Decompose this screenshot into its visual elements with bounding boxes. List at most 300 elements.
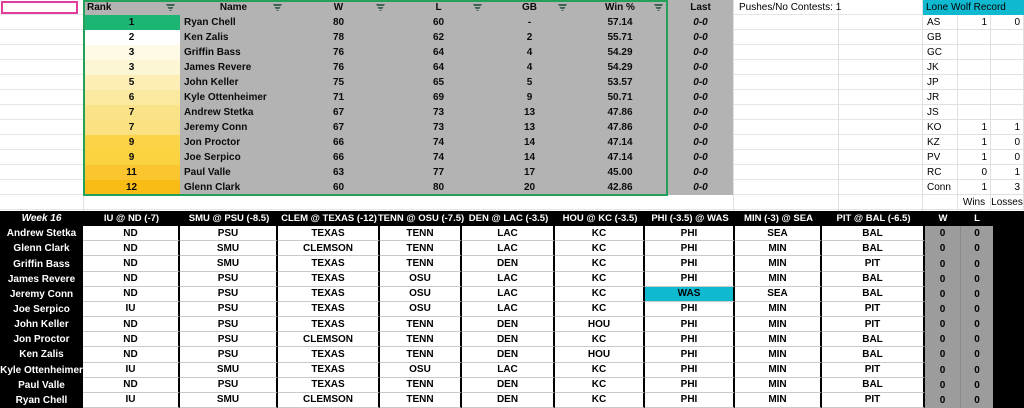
losses-cell[interactable]: 64 bbox=[432, 62, 445, 73]
pick-cell[interactable]: IU bbox=[83, 363, 180, 378]
pick-cell[interactable]: CLEMSON bbox=[278, 241, 380, 256]
lone-wolf-wins-cell[interactable]: 1 bbox=[958, 180, 991, 195]
pick-cell[interactable]: PHI bbox=[645, 241, 735, 256]
wins-cell[interactable]: 71 bbox=[332, 92, 345, 103]
week-losses-cell[interactable]: 0 bbox=[961, 347, 993, 362]
pick-cell[interactable]: MIN bbox=[735, 317, 822, 332]
pick-cell[interactable]: MIN bbox=[735, 272, 822, 287]
name-cell[interactable]: Andrew Stetka bbox=[184, 107, 254, 118]
pick-cell[interactable]: HOU bbox=[555, 347, 645, 362]
pick-cell[interactable]: PHI bbox=[645, 393, 735, 408]
lone-wolf-wins-cell[interactable] bbox=[958, 30, 991, 45]
lone-wolf-wins-cell[interactable] bbox=[958, 105, 991, 120]
game-header[interactable]: MIN (-3) @ SEA bbox=[744, 213, 813, 225]
winpct-cell[interactable]: 55.71 bbox=[607, 32, 633, 43]
pick-cell[interactable]: LAC bbox=[462, 226, 555, 241]
last-cell[interactable]: 0-0 bbox=[693, 77, 708, 88]
pick-cell[interactable]: TEXAS bbox=[278, 347, 380, 362]
pick-cell[interactable]: SMU bbox=[180, 256, 278, 271]
lone-wolf-initials-cell[interactable]: JK bbox=[923, 60, 958, 75]
losses-cell[interactable]: 73 bbox=[432, 107, 445, 118]
winpct-cell[interactable]: 47.86 bbox=[607, 122, 633, 133]
last-cell[interactable]: 0-0 bbox=[693, 62, 708, 73]
week-wins-cell[interactable]: 0 bbox=[925, 241, 961, 256]
pick-cell[interactable]: ND bbox=[83, 378, 180, 393]
pick-cell[interactable]: SEA bbox=[735, 287, 822, 302]
pick-cell[interactable]: DEN bbox=[462, 332, 555, 347]
week-losses-cell[interactable]: 0 bbox=[961, 317, 993, 332]
filler-cell bbox=[993, 363, 1024, 378]
picks-wl-header[interactable]: L bbox=[974, 213, 980, 225]
pick-cell[interactable]: KC bbox=[555, 332, 645, 347]
picker-name-cell[interactable]: Kyle Ottenheimer bbox=[0, 364, 83, 376]
pick-cell[interactable]: SEA bbox=[735, 226, 822, 241]
pick-cell[interactable]: TENN bbox=[380, 378, 462, 393]
pick-cell[interactable]: KC bbox=[555, 287, 645, 302]
filler-cell bbox=[993, 317, 1024, 332]
pick-cell[interactable]: KC bbox=[555, 272, 645, 287]
lone-wolf-losses-cell[interactable] bbox=[991, 45, 1024, 60]
standings-header-last[interactable] bbox=[668, 0, 733, 15]
rank-cell[interactable]: 7 bbox=[83, 120, 180, 135]
picks-wl-header[interactable]: W bbox=[938, 213, 948, 225]
game-header[interactable]: PHI (-3.5) @ WAS bbox=[651, 213, 729, 225]
week-wins-cell[interactable]: 0 bbox=[925, 287, 961, 302]
last-cell[interactable]: 0-0 bbox=[693, 32, 708, 43]
pick-cell[interactable]: PHI bbox=[645, 256, 735, 271]
pick-cell[interactable]: TEXAS bbox=[278, 272, 380, 287]
picker-name-cell[interactable]: Ken Zalis bbox=[19, 349, 64, 361]
rank-cell[interactable]: 9 bbox=[83, 135, 180, 150]
pick-cell[interactable]: TENN bbox=[380, 393, 462, 408]
week-losses-cell[interactable]: 0 bbox=[961, 363, 993, 378]
week-losses-cell[interactable]: 0 bbox=[961, 393, 993, 408]
pick-cell[interactable]: BAL bbox=[822, 332, 925, 347]
gb-cell[interactable]: 20 bbox=[523, 182, 536, 193]
pick-cell[interactable]: PIT bbox=[822, 317, 925, 332]
last-cell[interactable]: 0-0 bbox=[693, 107, 708, 118]
lone-wolf-initials-cell[interactable]: JR bbox=[923, 90, 958, 105]
lone-wolf-initials-cell[interactable]: RC bbox=[923, 165, 958, 180]
pick-cell[interactable]: MIN bbox=[735, 393, 822, 408]
standings-header-name[interactable] bbox=[180, 0, 287, 15]
pick-cell[interactable]: OSU bbox=[380, 363, 462, 378]
picker-name-cell[interactable]: Jeremy Conn bbox=[9, 288, 74, 300]
pick-cell[interactable]: PHI bbox=[645, 302, 735, 317]
pick-cell[interactable]: DEN bbox=[462, 347, 555, 362]
pick-cell[interactable]: DEN bbox=[462, 317, 555, 332]
filler-cell bbox=[993, 332, 1024, 347]
game-header[interactable]: TENN @ OSU (-7.5) bbox=[377, 213, 465, 225]
pick-cell[interactable]: ND bbox=[83, 272, 180, 287]
filter-icon[interactable] bbox=[166, 4, 175, 11]
name-cell[interactable]: Kyle Ottenheimer bbox=[184, 92, 267, 103]
wins-cell[interactable]: 80 bbox=[332, 17, 345, 28]
week-wins-cell[interactable]: 0 bbox=[925, 256, 961, 271]
pick-cell[interactable]: TEXAS bbox=[278, 378, 380, 393]
name-cell[interactable]: Paul Valle bbox=[184, 167, 231, 178]
week-wins-cell[interactable]: 0 bbox=[925, 272, 961, 287]
gb-cell[interactable]: 14 bbox=[523, 137, 536, 148]
picker-name-cell[interactable]: Andrew Stetka bbox=[6, 228, 77, 240]
pick-cell[interactable]: DEN bbox=[462, 378, 555, 393]
winpct-cell[interactable]: 47.86 bbox=[607, 107, 633, 118]
lone-wolf-wins-cell[interactable]: 0 bbox=[958, 165, 991, 180]
week-losses-cell[interactable]: 0 bbox=[961, 272, 993, 287]
lone-wolf-initials-cell[interactable]: KZ bbox=[923, 135, 958, 150]
lone-wolf-losses-cell[interactable] bbox=[991, 105, 1024, 120]
wins-cell[interactable]: 66 bbox=[332, 152, 345, 163]
rank-cell[interactable]: 5 bbox=[83, 75, 180, 90]
pick-cell[interactable]: MIN bbox=[735, 332, 822, 347]
wins-cell[interactable]: 75 bbox=[332, 77, 345, 88]
pick-cell[interactable]: MIN bbox=[735, 363, 822, 378]
pick-cell[interactable]: IU bbox=[83, 393, 180, 408]
pick-cell[interactable]: TEXAS bbox=[278, 287, 380, 302]
pick-cell[interactable]: DEN bbox=[462, 393, 555, 408]
week-wins-cell[interactable]: 0 bbox=[925, 393, 961, 408]
filter-icon[interactable] bbox=[273, 4, 282, 11]
pick-cell[interactable]: TENN bbox=[380, 256, 462, 271]
lone-wolf-wins-cell[interactable] bbox=[958, 90, 991, 105]
pick-cell[interactable]: CLEMSON bbox=[278, 393, 380, 408]
lone-wolf-losses-cell[interactable] bbox=[991, 60, 1024, 75]
standings-header-winpct-label: Win % bbox=[605, 2, 635, 13]
pick-cell[interactable]: KC bbox=[555, 363, 645, 378]
rank-cell[interactable]: 12 bbox=[83, 180, 180, 195]
lone-wolf-wins-cell[interactable]: 1 bbox=[958, 135, 991, 150]
pick-cell[interactable]: BAL bbox=[822, 287, 925, 302]
name-cell[interactable]: John Keller bbox=[184, 77, 239, 88]
last-cell[interactable]: 0-0 bbox=[693, 137, 708, 148]
week-wins-cell[interactable]: 0 bbox=[925, 332, 961, 347]
winpct-cell[interactable]: 47.14 bbox=[607, 152, 633, 163]
wins-cell[interactable]: 76 bbox=[332, 62, 345, 73]
wins-cell[interactable]: 60 bbox=[332, 182, 345, 193]
wins-cell[interactable]: 67 bbox=[332, 107, 345, 118]
pick-cell[interactable]: TENN bbox=[380, 317, 462, 332]
lone-wolf-wins-cell[interactable] bbox=[958, 75, 991, 90]
pick-cell[interactable]: PHI bbox=[645, 363, 735, 378]
last-cell[interactable]: 0-0 bbox=[693, 47, 708, 58]
losses-cell[interactable]: 74 bbox=[432, 137, 445, 148]
standings-header-gb[interactable] bbox=[487, 0, 572, 15]
gb-cell[interactable]: 13 bbox=[523, 122, 536, 133]
week-losses-cell[interactable]: 0 bbox=[961, 302, 993, 317]
pick-cell[interactable]: ND bbox=[83, 317, 180, 332]
pick-cell[interactable]: ND bbox=[83, 256, 180, 271]
lone-wolf-initials-cell[interactable]: Conn bbox=[923, 180, 958, 195]
pick-cell[interactable]: KC bbox=[555, 256, 645, 271]
pick-cell[interactable]: BAL bbox=[822, 347, 925, 362]
pick-cell[interactable]: BAL bbox=[822, 272, 925, 287]
gb-cell[interactable]: 2 bbox=[526, 32, 533, 43]
pick-cell[interactable]: TENN bbox=[380, 226, 462, 241]
lone-wolf-wins-cell[interactable]: 1 bbox=[958, 150, 991, 165]
rank-cell[interactable]: 2 bbox=[83, 30, 180, 45]
gb-cell[interactable]: 5 bbox=[526, 77, 533, 88]
name-cell[interactable]: Jeremy Conn bbox=[184, 122, 248, 133]
week-losses-cell[interactable]: 0 bbox=[961, 378, 993, 393]
lone-wolf-losses-cell[interactable] bbox=[991, 90, 1024, 105]
pick-cell[interactable]: PSU bbox=[180, 378, 278, 393]
pick-cell[interactable]: PSU bbox=[180, 317, 278, 332]
pick-cell[interactable]: PSU bbox=[180, 347, 278, 362]
lone-wolf-wins-cell[interactable]: 1 bbox=[958, 15, 991, 30]
lone-wolf-initials-cell[interactable]: PV bbox=[923, 150, 958, 165]
rank-cell[interactable]: 9 bbox=[83, 150, 180, 165]
pick-cell[interactable]: PIT bbox=[822, 393, 925, 408]
picker-name-cell[interactable]: Jon Proctor bbox=[13, 334, 70, 346]
pick-cell[interactable]: HOU bbox=[555, 317, 645, 332]
week-wins-cell[interactable]: 0 bbox=[925, 347, 961, 362]
pick-cell[interactable]: WAS bbox=[645, 287, 735, 302]
last-cell[interactable]: 0-0 bbox=[693, 17, 708, 28]
pick-cell[interactable]: PIT bbox=[822, 363, 925, 378]
winpct-cell[interactable]: 54.29 bbox=[607, 47, 633, 58]
lone-wolf-initials-cell[interactable]: JS bbox=[923, 105, 958, 120]
standings-header-l[interactable] bbox=[390, 0, 487, 15]
lone-wolf-initials-cell[interactable]: AS bbox=[923, 15, 958, 30]
pick-cell[interactable]: ND bbox=[83, 287, 180, 302]
pick-cell[interactable]: TENN bbox=[380, 241, 462, 256]
gb-cell[interactable]: 17 bbox=[523, 167, 536, 178]
rank-cell[interactable]: 11 bbox=[83, 165, 180, 180]
filter-icon[interactable] bbox=[376, 4, 385, 11]
losses-cell[interactable]: 77 bbox=[432, 167, 445, 178]
standings-header-winpct[interactable] bbox=[572, 0, 668, 15]
gb-cell[interactable]: 13 bbox=[523, 107, 536, 118]
lone-wolf-wins-cell[interactable] bbox=[958, 60, 991, 75]
losses-cell[interactable]: 80 bbox=[432, 182, 445, 193]
last-cell[interactable]: 0-0 bbox=[693, 152, 708, 163]
last-cell[interactable]: 0-0 bbox=[693, 167, 708, 178]
lone-wolf-initials-cell[interactable]: KO bbox=[923, 120, 958, 135]
picker-name-cell[interactable]: James Revere bbox=[7, 273, 76, 285]
standings-header-w-label: W bbox=[333, 2, 344, 13]
game-header[interactable]: DEN @ LAC (-3.5) bbox=[468, 213, 549, 225]
name-cell[interactable]: Glenn Clark bbox=[184, 182, 241, 193]
losses-cell[interactable]: 74 bbox=[432, 152, 445, 163]
pick-cell[interactable]: PSU bbox=[180, 332, 278, 347]
winpct-cell[interactable]: 42.86 bbox=[607, 182, 633, 193]
wins-cell[interactable]: 78 bbox=[332, 32, 345, 43]
pick-cell[interactable]: PHI bbox=[645, 317, 735, 332]
winpct-cell[interactable]: 47.14 bbox=[607, 137, 633, 148]
picker-name-cell[interactable]: Griffin Bass bbox=[13, 258, 70, 270]
rank-cell[interactable]: 1 bbox=[83, 15, 180, 30]
lone-wolf-losses-cell[interactable]: 1 bbox=[991, 120, 1024, 135]
pick-cell[interactable]: KC bbox=[555, 302, 645, 317]
name-cell[interactable]: Ken Zalis bbox=[184, 32, 229, 43]
collaborator-cell-outline bbox=[1, 1, 78, 14]
pick-cell[interactable]: PHI bbox=[645, 226, 735, 241]
name-cell[interactable]: James Revere bbox=[184, 62, 252, 73]
week-wins-cell[interactable]: 0 bbox=[925, 378, 961, 393]
name-cell[interactable]: Ryan Chell bbox=[184, 17, 236, 28]
lone-wolf-losses-cell[interactable]: 1 bbox=[991, 165, 1024, 180]
pick-cell[interactable]: TENN bbox=[380, 332, 462, 347]
picker-name-cell[interactable]: John Keller bbox=[14, 319, 69, 331]
pick-cell[interactable]: ND bbox=[83, 332, 180, 347]
pick-cell[interactable]: LAC bbox=[462, 287, 555, 302]
pick-cell[interactable]: IU bbox=[83, 302, 180, 317]
last-cell[interactable]: 0-0 bbox=[693, 92, 708, 103]
pick-cell[interactable]: TEXAS bbox=[278, 317, 380, 332]
filter-icon[interactable] bbox=[558, 4, 567, 11]
wins-cell[interactable]: 76 bbox=[332, 47, 345, 58]
picker-name-cell[interactable]: Paul Valle bbox=[18, 379, 65, 391]
week-losses-cell[interactable]: 0 bbox=[961, 287, 993, 302]
last-cell[interactable]: 0-0 bbox=[693, 182, 708, 193]
pick-cell[interactable]: LAC bbox=[462, 302, 555, 317]
game-header[interactable]: PIT @ BAL (-6.5) bbox=[836, 213, 911, 225]
rank-cell[interactable]: 6 bbox=[83, 90, 180, 105]
pick-cell[interactable]: OSU bbox=[380, 272, 462, 287]
winpct-cell[interactable]: 53.57 bbox=[607, 77, 633, 88]
lone-wolf-initials-cell[interactable]: JP bbox=[923, 75, 958, 90]
winpct-cell[interactable]: 57.14 bbox=[607, 17, 633, 28]
column-gridline bbox=[838, 0, 839, 211]
losses-cell[interactable]: 65 bbox=[432, 77, 445, 88]
pick-cell[interactable]: DEN bbox=[462, 256, 555, 271]
picker-name-cell[interactable]: Joe Serpico bbox=[13, 303, 70, 315]
picker-name-cell[interactable]: Glenn Clark bbox=[13, 243, 70, 255]
wins-cell[interactable]: 67 bbox=[332, 122, 345, 133]
week-wins-cell[interactable]: 0 bbox=[925, 317, 961, 332]
week-losses-cell[interactable]: 0 bbox=[961, 226, 993, 241]
pick-cell[interactable]: PSU bbox=[180, 302, 278, 317]
pick-cell[interactable]: MIN bbox=[735, 378, 822, 393]
pick-cell[interactable]: KC bbox=[555, 241, 645, 256]
wins-cell[interactable]: 63 bbox=[332, 167, 345, 178]
gb-cell[interactable]: 14 bbox=[523, 152, 536, 163]
lone-wolf-title-cell[interactable]: Lone Wolf Record bbox=[923, 0, 1024, 15]
losses-cell[interactable]: 64 bbox=[432, 47, 445, 58]
filter-icon[interactable] bbox=[654, 4, 663, 11]
lone-wolf-losses-cell[interactable] bbox=[991, 30, 1024, 45]
week-wins-cell[interactable]: 0 bbox=[925, 302, 961, 317]
winpct-cell[interactable]: 45.00 bbox=[607, 167, 633, 178]
pick-cell[interactable]: LAC bbox=[462, 272, 555, 287]
pick-cell[interactable]: PSU bbox=[180, 287, 278, 302]
filter-icon[interactable] bbox=[473, 4, 482, 11]
name-cell[interactable]: Joe Serpico bbox=[184, 152, 241, 163]
gb-cell[interactable]: - bbox=[527, 17, 532, 28]
losses-cell[interactable]: 60 bbox=[432, 17, 445, 28]
week-wins-cell[interactable]: 0 bbox=[925, 226, 961, 241]
lone-wolf-wins-cell[interactable] bbox=[958, 45, 991, 60]
losses-cell[interactable]: 69 bbox=[432, 92, 445, 103]
last-cell[interactable]: 0-0 bbox=[693, 122, 708, 133]
pick-cell[interactable]: SMU bbox=[180, 363, 278, 378]
pick-cell[interactable]: BAL bbox=[822, 226, 925, 241]
name-cell[interactable]: Griffin Bass bbox=[184, 47, 241, 58]
pick-cell[interactable]: PHI bbox=[645, 332, 735, 347]
pick-cell[interactable]: OSU bbox=[380, 287, 462, 302]
pick-cell[interactable]: MIN bbox=[735, 347, 822, 362]
lone-wolf-losses-cell[interactable]: 3 bbox=[991, 180, 1024, 195]
week-losses-cell[interactable]: 0 bbox=[961, 256, 993, 271]
pick-cell[interactable]: SMU bbox=[180, 241, 278, 256]
pushes-note-cell[interactable]: Pushes/No Contests: 1 bbox=[739, 2, 842, 13]
gb-cell[interactable]: 4 bbox=[526, 62, 533, 73]
pick-cell[interactable]: CLEMSON bbox=[278, 332, 380, 347]
picker-name-cell[interactable]: Ryan Chell bbox=[15, 394, 68, 406]
lone-wolf-losses-cell[interactable]: 0 bbox=[991, 135, 1024, 150]
lone-wolf-initials-cell[interactable]: GC bbox=[923, 45, 958, 60]
rank-cell[interactable]: 3 bbox=[83, 45, 180, 60]
pick-cell[interactable]: KC bbox=[555, 393, 645, 408]
pick-cell[interactable]: MIN bbox=[735, 241, 822, 256]
game-header[interactable]: SMU @ PSU (-8.5) bbox=[188, 213, 270, 225]
pick-cell[interactable]: PHI bbox=[645, 272, 735, 287]
pick-cell[interactable]: KC bbox=[555, 378, 645, 393]
week-losses-cell[interactable]: 0 bbox=[961, 332, 993, 347]
pick-cell[interactable]: LAC bbox=[462, 363, 555, 378]
pick-cell[interactable]: TEXAS bbox=[278, 302, 380, 317]
game-header[interactable]: CLEM @ TEXAS (-12) bbox=[281, 213, 377, 225]
name-cell[interactable]: Jon Proctor bbox=[184, 137, 241, 148]
losses-cell[interactable]: 73 bbox=[432, 122, 445, 133]
pick-cell[interactable]: PHI bbox=[645, 378, 735, 393]
pick-cell[interactable]: TEXAS bbox=[278, 226, 380, 241]
week-losses-cell[interactable]: 0 bbox=[961, 241, 993, 256]
losses-cell[interactable]: 62 bbox=[432, 32, 445, 43]
lone-wolf-wins-cell[interactable]: 1 bbox=[958, 120, 991, 135]
rank-cell[interactable]: 3 bbox=[83, 60, 180, 75]
lone-wolf-losses-cell[interactable]: 0 bbox=[991, 150, 1024, 165]
pick-cell[interactable]: LAC bbox=[462, 241, 555, 256]
lone-wolf-losses-cell[interactable] bbox=[991, 75, 1024, 90]
lone-wolf-losses-cell[interactable]: 0 bbox=[991, 15, 1024, 30]
pick-cell[interactable]: TENN bbox=[380, 347, 462, 362]
standings-header-rank[interactable] bbox=[83, 0, 180, 15]
pick-cell[interactable]: MIN bbox=[735, 256, 822, 271]
game-header[interactable]: IU @ ND (-7) bbox=[103, 213, 160, 225]
pick-cell[interactable]: PIT bbox=[822, 256, 925, 271]
pick-cell[interactable]: BAL bbox=[822, 241, 925, 256]
filler-cell bbox=[993, 256, 1024, 271]
filler-cell bbox=[993, 241, 1024, 256]
pick-cell[interactable]: PIT bbox=[822, 302, 925, 317]
pick-cell[interactable]: BAL bbox=[822, 378, 925, 393]
wins-cell[interactable]: 66 bbox=[332, 137, 345, 148]
pick-cell[interactable]: ND bbox=[83, 241, 180, 256]
pick-cell[interactable]: MIN bbox=[735, 302, 822, 317]
pick-cell[interactable]: PHI bbox=[645, 347, 735, 362]
winpct-cell[interactable]: 50.71 bbox=[607, 92, 633, 103]
rank-cell[interactable]: 7 bbox=[83, 105, 180, 120]
gb-cell[interactable]: 9 bbox=[526, 92, 533, 103]
week-wins-cell[interactable]: 0 bbox=[925, 363, 961, 378]
pick-cell[interactable]: TEXAS bbox=[278, 363, 380, 378]
pick-cell[interactable]: TEXAS bbox=[278, 256, 380, 271]
lone-wolf-initials-cell[interactable]: GB bbox=[923, 30, 958, 45]
game-header[interactable]: HOU @ KC (-3.5) bbox=[562, 213, 638, 225]
pick-cell[interactable]: KC bbox=[555, 226, 645, 241]
pick-cell[interactable]: ND bbox=[83, 226, 180, 241]
standings-header-w[interactable] bbox=[287, 0, 390, 15]
pick-cell[interactable]: PSU bbox=[180, 272, 278, 287]
filler-cell bbox=[993, 302, 1024, 317]
gb-cell[interactable]: 4 bbox=[526, 47, 533, 58]
winpct-cell[interactable]: 54.29 bbox=[607, 62, 633, 73]
pick-cell[interactable]: SMU bbox=[180, 393, 278, 408]
pick-cell[interactable]: OSU bbox=[380, 302, 462, 317]
pick-cell[interactable]: PSU bbox=[180, 226, 278, 241]
pick-cell[interactable]: ND bbox=[83, 347, 180, 362]
